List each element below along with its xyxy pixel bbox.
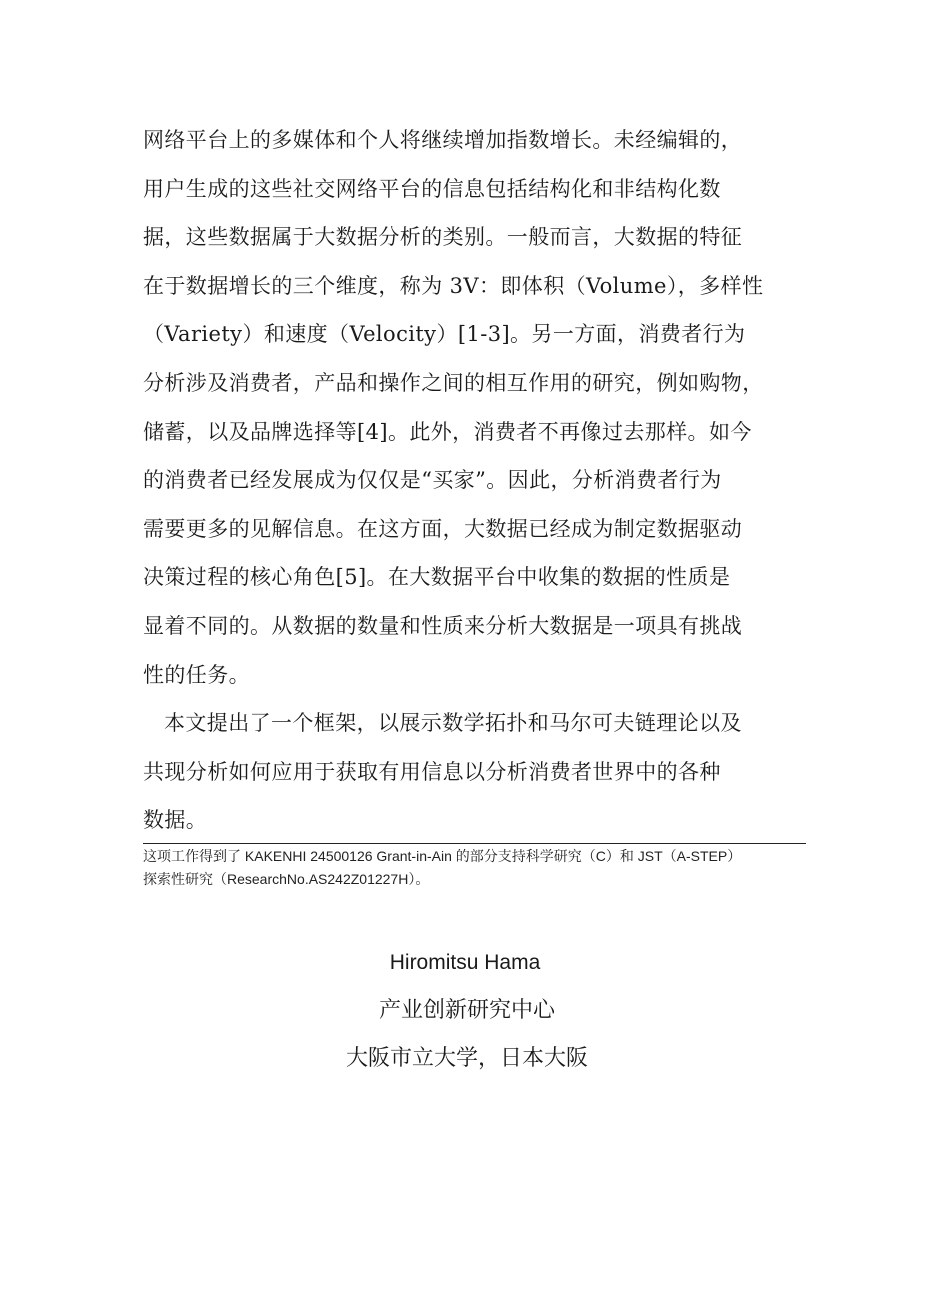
body-line: 本文提出了一个框架，以展示数学拓扑和马尔可夫链理论以及 (164, 711, 742, 736)
author-name: Hiromitsu Hama (389, 951, 541, 974)
author-affiliation: 产业创新研究中心 (378, 998, 555, 1023)
body-paragraphs (143, 116, 788, 845)
body-line: 决策过程的核心角色[5]。在大数据平台中收集的数据的性质是 (143, 565, 731, 590)
footnote (143, 845, 813, 891)
body-line: （Variety）和速度（Velocity）[1-3]。另一方面，消费者行为 (143, 322, 746, 347)
body-line: 据，这些数据属于大数据分析的类别。一般而言，大数据的特征 (143, 225, 743, 250)
body-line: 需要更多的见解信息。在这方面，大数据已经成为制定数据驱动 (143, 516, 743, 541)
body-line: 的消费者已经发展成为仅仅是“买家”。因此，分析消费者行为 (143, 468, 722, 493)
body-line: 在于数据增长的三个维度，称为 3V：即体积（Volume），多样性 (143, 273, 764, 298)
body-line: 性的任务。 (143, 662, 250, 687)
body-line: 储蓄，以及品牌选择等[4]。此外，消费者不再像过去那样。如今 (143, 419, 752, 444)
body-line: 显着不同的。从数据的数量和性质来分析大数据是一项具有挑战 (143, 613, 743, 638)
footnote-line: 这项工作得到了 KAKENHI 24500126 Grant-in-Ain 的部分支持科学研究（C）和 JST（A-STEP） (143, 848, 742, 864)
body-line: 分析涉及消费者，产品和操作之间的相互作用的研究，例如购物， (143, 370, 764, 395)
footnote-line: 探索性研究（ResearchNo.AS242Z01227H）。 (143, 871, 430, 887)
footnote-divider (143, 843, 806, 844)
body-line: 数据。 (143, 808, 208, 833)
author-location: 大阪市立大学，日本大阪 (345, 1046, 588, 1071)
body-line: 网络平台上的多媒体和个人将继续增加指数增长。未经编辑的， (143, 128, 743, 152)
body-line: 用户生成的这些社交网络平台的信息包括结构化和非结构化数 (143, 176, 721, 201)
body-line: 共现分析如何应用于获取有用信息以分析消费者世界中的各种 (143, 759, 721, 784)
